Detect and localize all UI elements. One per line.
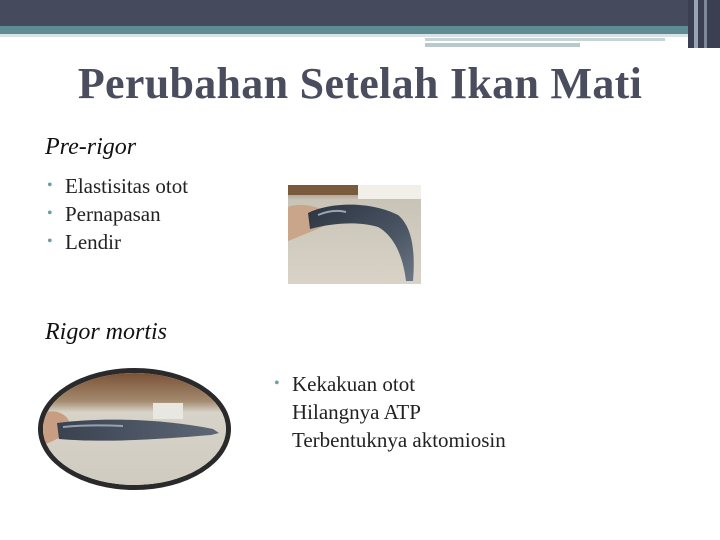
header-corner-strip (704, 0, 707, 48)
header-corner-strip (694, 0, 698, 48)
header-line (425, 38, 665, 41)
bullet-icon: • (274, 375, 280, 392)
header-line (425, 43, 580, 47)
list-item-text: Lendir (65, 230, 121, 254)
bullet-icon: • (47, 205, 53, 222)
rigor-mortis-fish-photo (38, 368, 231, 490)
list-item-text: Terbentuknya aktomiosin (292, 428, 506, 452)
slide-title: Perubahan Setelah Ikan Mati (77, 59, 643, 108)
bullet-icon: • (47, 233, 53, 250)
list-subitem (272, 426, 506, 454)
list-subitem (272, 398, 506, 426)
header-accent-bar (0, 26, 720, 34)
list-item-text: Kekakuan otot (292, 372, 416, 396)
list-item (272, 370, 506, 398)
list-item-text: Pernapasan (65, 202, 161, 226)
list-item (45, 200, 188, 228)
pre-rigor-heading: Pre-rigor (45, 134, 137, 160)
list-item (45, 172, 188, 200)
list-item (45, 228, 188, 256)
bullet-icon: • (47, 177, 53, 194)
pre-rigor-fish-photo (288, 185, 421, 284)
pre-rigor-list (45, 172, 188, 256)
list-item-text: Elastisitas otot (65, 174, 189, 198)
header-line (0, 34, 720, 37)
header-bar (0, 0, 720, 26)
rigor-mortis-heading: Rigor mortis (45, 319, 168, 345)
list-item-text: Hilangnya ATP (292, 400, 421, 424)
rigor-mortis-list (272, 370, 506, 454)
